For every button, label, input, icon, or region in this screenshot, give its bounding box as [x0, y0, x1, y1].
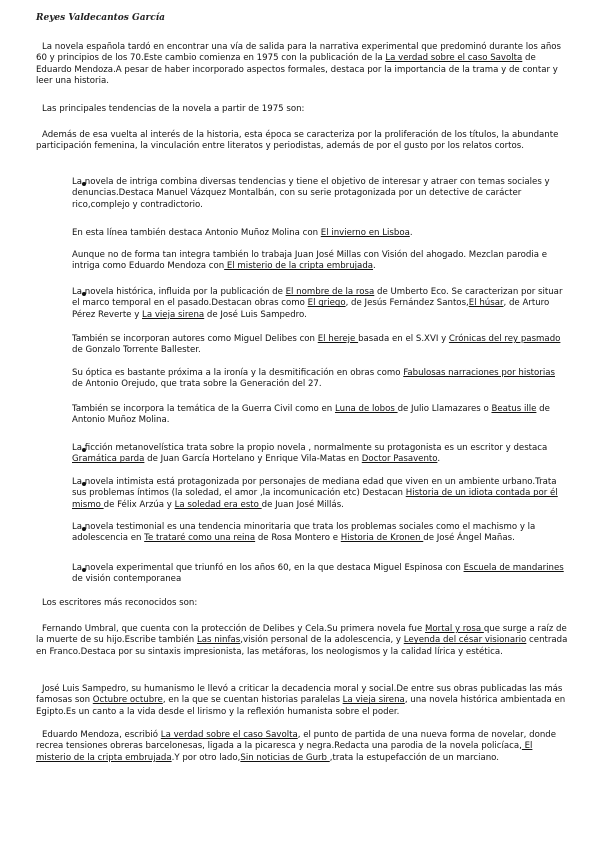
title-link: El misterio de la cripta embrujada [36, 741, 533, 763]
experimental-paragraph: La novela experimental que triunfó en los años 60, en la que destaca Miguel Espinosa con Escuela de mandarines de visión contemporanea [72, 563, 564, 585]
title-link: Mortal y rosa [425, 624, 484, 634]
title-link: La verdad sobre el caso Savolta [385, 53, 523, 64]
title-link: Luna de lobos [334, 404, 398, 414]
metanovela-paragraph: La ficción metanovelística trata sobre la propio novela , normalmente su protagonista es un escritor y destaca Gramática parda de Juan García Hortelano y Enrique Vila-Matas en Doctor Pasavento. [72, 443, 548, 465]
title-link: El hereje [317, 334, 359, 344]
title-link: Crónicas del rey pasmado [448, 334, 561, 344]
umbral-paragraph: Fernando Umbral, que cuenta con la protección de Delibes y Cela.Su primera novela fue Mortal y rosa que surge a raíz de la muerte de su hijo.Escribe también Las ninfas,visión personal de la adolescencia, y Leyenda del césar visionario centrada en Franco.Destaca por su sintaxis impresionista, las metáforas, los neologismos y la calidad lírica y estética. [36, 624, 568, 657]
intriga-paragraph-2: En esta línea también destaca Antonio Muñoz Molina con El invierno en Lisboa. [72, 228, 413, 238]
title-link: La vieja sirena [142, 309, 205, 320]
title-link: Fabulosas narraciones por historias [403, 368, 555, 378]
title-link: Leyenda del césar visionario [403, 635, 527, 646]
title-link: El húsar [468, 298, 504, 309]
title-link: Beatus ille [491, 404, 537, 414]
title-link: El nombre de la rosa [285, 287, 375, 297]
title-link: La verdad sobre el caso Savolta [160, 730, 298, 740]
intimista-paragraph: La novela intimista está protagonizada por personajes de mediana edad que viven en un ambiente urbano.Trata sus problemas íntimos (la soledad, el amor ,la incomunicación etc) Destacan Historia de un idiota contada por él mismo de Félix Arzúa y La soledad era esto de Juan José Millás. [72, 477, 558, 510]
title-link: La vieja sirena [342, 695, 405, 706]
title-link: Doctor Pasavento [361, 454, 438, 465]
title-link: El misterio de la cripta embrujada [224, 261, 374, 272]
intro-paragraph: La novela española tardó en encontrar una vía de salida para la narrativa experimental que predominó durante los años 60 y principios de los 70.Este cambio comienza en 1975 con la publicación de la La verdad sobre el caso Savolta de Eduardo Mendoza.A pesar de haber incorporado aspectos formales, destaca por la importancia de la trama y de contar y leer una historia. [36, 42, 562, 87]
tendencies-heading: Las principales tendencias de la novela a partir de 1975 son: [42, 104, 305, 114]
historica-paragraph: La novela histórica, influida por la publicación de El nombre de la rosa de Umberto Eco. Se caracterizan por situar el marco temporal en el pasado.Destacan obras como El griego, de Jesús Fernández Santos,El húsar, de Arturo Pérez Reverte y La vieja sirena de José Luis Sampedro. [72, 287, 563, 320]
writers-heading: Los escritores más reconocidos son: [42, 598, 198, 608]
title-link: Historia de un idiota contada por él mismo [72, 488, 558, 510]
title-link: La soledad era esto [174, 499, 262, 510]
title-link: Gramática parda [72, 454, 145, 465]
title-link: Historia de Kronen [340, 533, 424, 544]
title-link: El invierno en Lisboa [320, 228, 410, 238]
title-link: Sin noticias de Gurb [240, 752, 330, 763]
title-link: Te trataré como una reina [144, 533, 256, 544]
title-link: Octubre octubre [92, 695, 163, 706]
testimonial-paragraph: La novela testimonial es una tendencia minoritaria que trata los problemas sociales como el machismo y la adolescencia en Te trataré como una reina de Rosa Montero e Historia de Kronen de José Ángel Mañas. [72, 522, 536, 544]
historica-paragraph-4: También se incorpora la temática de la Guerra Civil como en Luna de lobos de Julio Llamazares o Beatus ille de Antonio Muñoz Molina. [72, 404, 550, 426]
historica-paragraph-3: Su óptica es bastante próxima a la ironía y la desmitificación en obras como Fabulosas narraciones por historias de Antonio Orejudo, que trata sobre la Generación del 27. [72, 368, 555, 390]
title-link: Las ninfas [196, 635, 241, 646]
author-name: Reyes Valdecantos García [36, 13, 165, 23]
intriga-paragraph-3: Aunque no de forma tan integra también lo trabaja Juan José Millas con Visión del ahogado. Mezclan parodia e intriga como Eduardo Mendoza con El misterio de la cripta embrujada. [72, 250, 548, 272]
title-link: Escuela de mandarines [463, 563, 564, 573]
title-link: El griego [307, 298, 346, 309]
historica-paragraph-2: También se incorporan autores como Miguel Delibes con El hereje basada en el S.XVI y Crónicas del rey pasmado de Gonzalo Torrente Ballester. [72, 334, 561, 356]
mendoza-paragraph: Eduardo Mendoza, escribió La verdad sobre el caso Savolta, el punto de partida de una nueva forma de novelar, donde recrea tensiones obreras barcelonesas, ligada a la picaresca y negra.Redacta una parodia de la novela policíaca, El misterio de la cripta embrujada.Y por otro lado,Sin noticias de Gurb ,trata la estupefacción de un marciano. [36, 730, 557, 763]
intriga-paragraph: La novela de intriga combina diversas tendencias y tiene el objetivo de interesar y atraer con temas sociales y denuncias.Destaca Manuel Vázquez Montalbán, con su serie protagonizada por un detective de carácter rico,complejo y contradictorio. [72, 177, 550, 210]
context-paragraph: Además de esa vuelta al interés de la historia, esta época se caracteriza por la proliferación de los títulos, la abundante participación femenina, la vinculación entre literatos y periodistas, además de por el gusto por los relatos cortos. [36, 130, 559, 152]
sampedro-paragraph: José Luis Sampedro, su humanismo le llevó a criticar la decadencia moral y social.De entre sus obras publicadas las más famosas son Octubre octubre, en la que se cuentan historias paralelas La vieja sirena, una novela histórica ambientada en Egipto.Es un canto a la vida desde el lirismo y la reflexión humanista sobre el poder. [36, 684, 566, 717]
